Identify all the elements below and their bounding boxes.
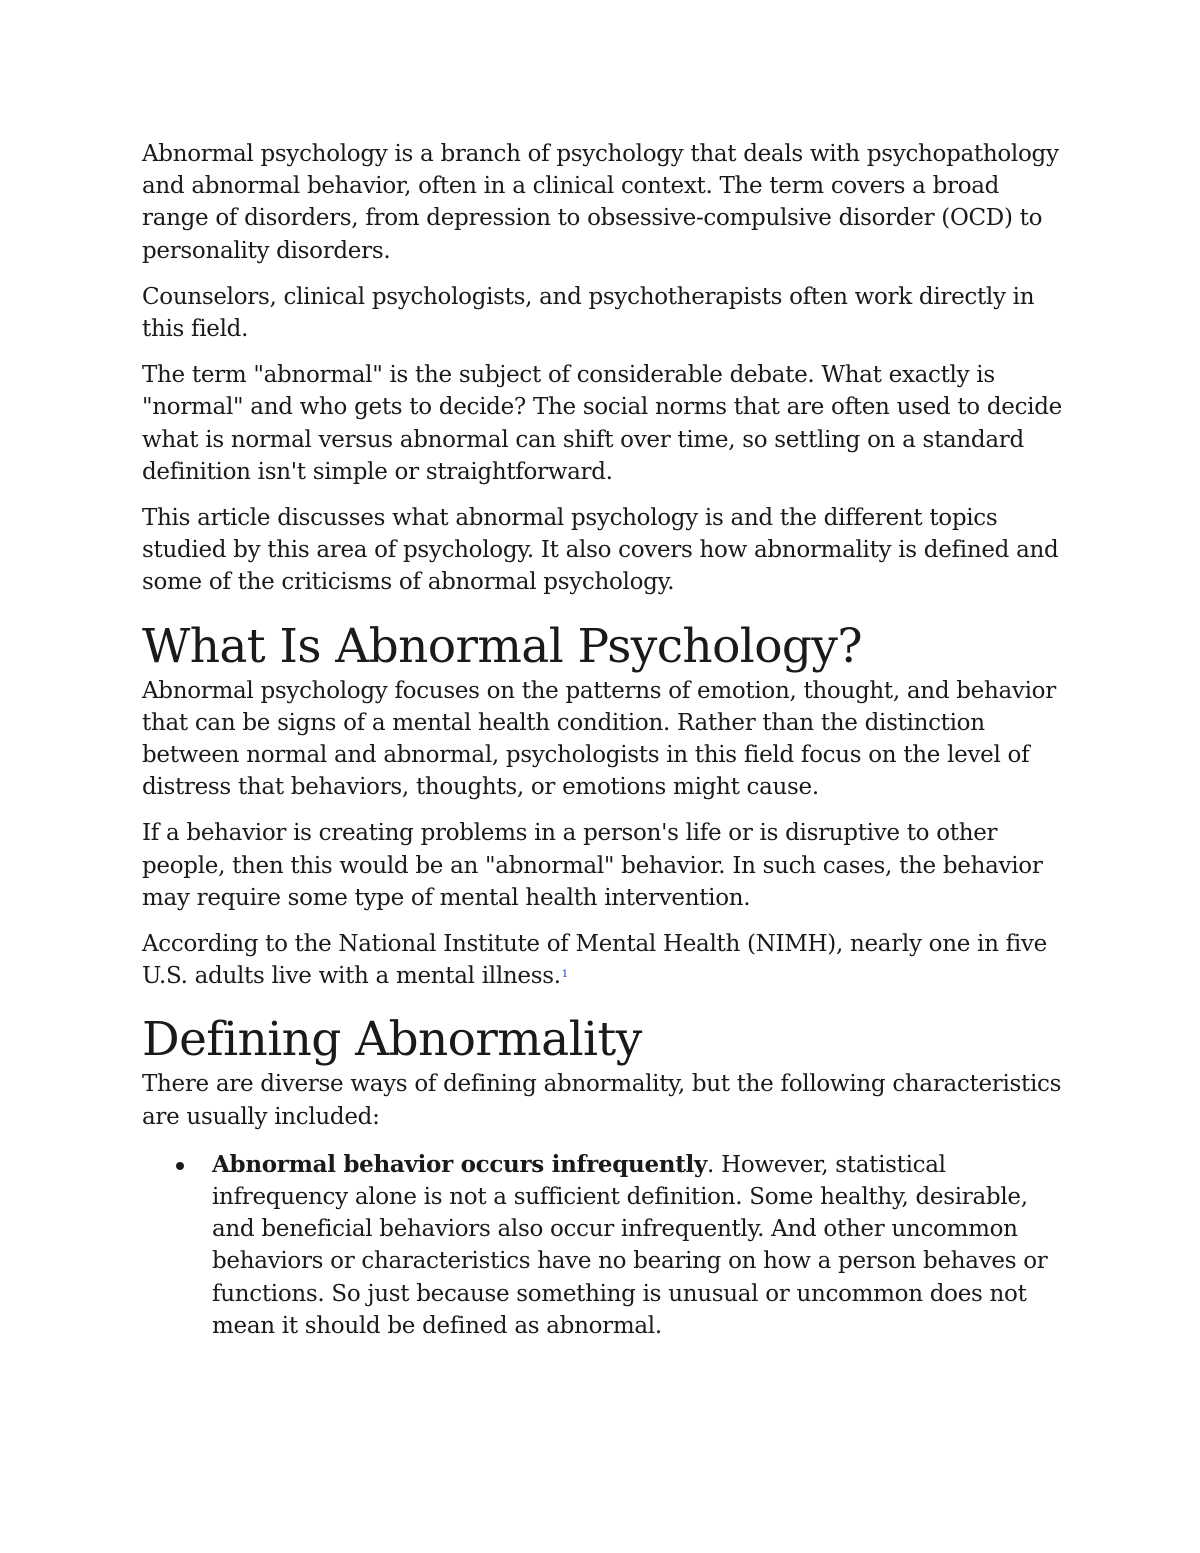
bullet-icon: [176, 1162, 184, 1170]
list-item: [212, 1149, 1067, 1342]
heading-defining-abnormality: Defining Abnormality: [142, 1012, 642, 1068]
heading-what-is-abnormal-psychology: What Is Abnormal Psychology?: [142, 618, 862, 674]
list-item-text: . However, statistical infrequency alone is not a sufficient definition. Some healthy, desirable, and beneficial behaviors also occur infrequently. And other uncommon behaviors or characteristics have no bearing on how a person behaves or functions. So just because something is unusual or uncommon does not mean it should be defined as abnormal.: [212, 1151, 1048, 1339]
document-page: [142, 138, 1067, 1342]
defining-intro-paragraph: There are diverse ways of defining abnormality, but the following characteristics are usually included:: [142, 1071, 1062, 1130]
what-paragraph-1: Abnormal psychology focuses on the patterns of emotion, thought, and behavior that can be signs of a mental health condition. Rather than the distinction between normal and abnormal, psychologists in this field focus on the level of distress that behaviors, thoughts, or emotions might cause.: [142, 677, 1056, 801]
citation-link[interactable]: 1: [561, 969, 568, 981]
list-item-bold-lead: Abnormal behavior occurs infrequently: [212, 1150, 708, 1178]
intro-paragraph-4: This article discusses what abnormal psychology is and the different topics studied by this area of psychology. It also covers how abnormality is defined and some of the criticisms of abnormal psychology.: [142, 505, 1059, 596]
what-paragraph-2: If a behavior is creating problems in a person's life or is disruptive to other people, then this would be an "abnormal" behavior. In such cases, the behavior may require some type of mental health intervention.: [142, 820, 1043, 911]
intro-paragraph-3: The term "abnormal" is the subject of considerable debate. What exactly is "normal" and who gets to decide? The social norms that are often used to decide what is normal versus abnormal can shift over time, so settling on a standard definition isn't simple or straightforward.: [142, 362, 1062, 485]
nimh-paragraph: [142, 928, 1067, 992]
nimh-paragraph-text: According to the National Institute of Mental Health (NIMH), nearly one in five U.S. adults live with a mental illness.: [142, 931, 1047, 990]
characteristics-list: [142, 1149, 1067, 1342]
intro-paragraph-2: Counselors, clinical psychologists, and psychotherapists often work directly in this field.: [142, 283, 1035, 343]
intro-paragraph-1: Abnormal psychology is a branch of psychology that deals with psychopathology and abnormal behavior, often in a clinical context. The term covers a broad range of disorders, from depression to obsessive-compulsive disorder (OCD) to personality disorders.: [142, 141, 1059, 264]
